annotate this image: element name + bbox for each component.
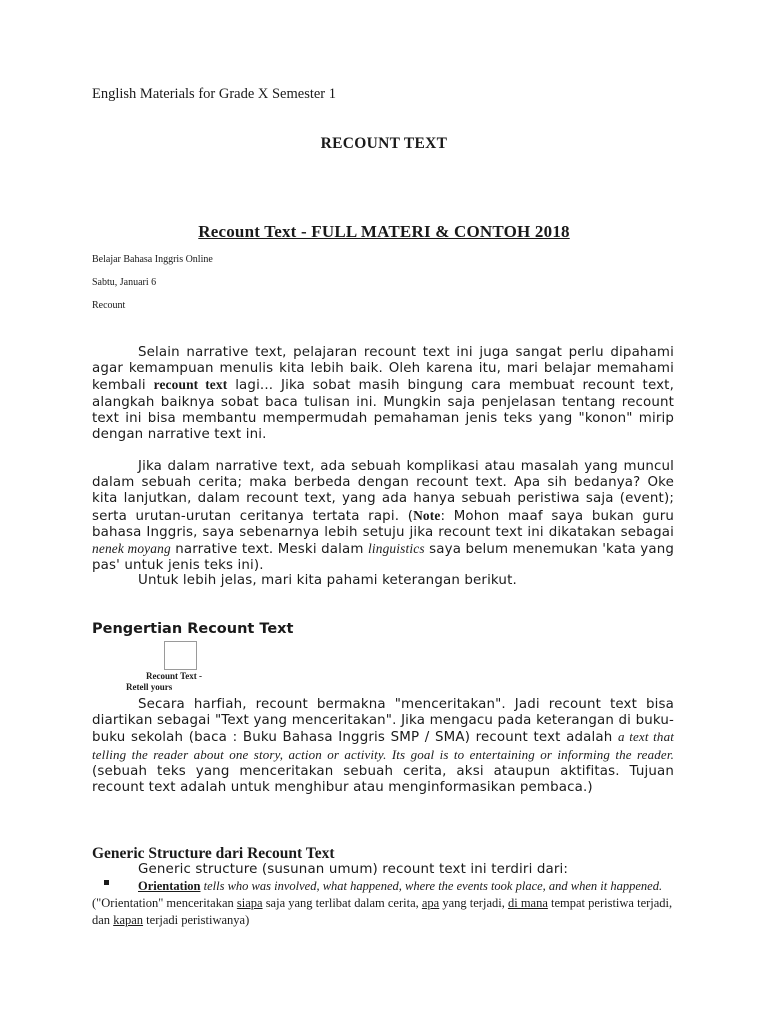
recount-text-term: recount text [153, 377, 228, 393]
transition-paragraph: Untuk lebih jelas, mari kita pahami keterangan berikut. [138, 573, 517, 588]
article-title[interactable]: Recount Text - FULL MATERI & CONTOH 2018 [198, 222, 570, 241]
article-date: Sabtu, Januari 6 [92, 277, 157, 288]
main-title: RECOUNT TEXT [320, 135, 448, 152]
image-caption: Recount Text - Retell yours [126, 671, 202, 692]
definition-quote: a text that telling the reader about one story, action or activity. Its goal is to entertaining or informing the reader. [92, 729, 674, 762]
definition-paragraph: Secara harfiah, recount bermakna "menceritakan". Jadi recount text bisa diartikan sebagai "Text yang menceritakan". Jika mengacu pada keterangan di buku-buku sekolah (baca : Buku Bahasa Inggris SMP / SMA) recount text adalah a text that telling the reader about one story, action or activity. Its goal is to entertaining or informing the reader.(sebuah teks yang menceritakan sebuah cerita, aksi ataupun aktifitas. Tujuan recount text adalah untuk menghibur atau menginformasikan pembaca.) [92, 697, 674, 796]
pengertian-heading: Pengertian Recount Text [92, 621, 294, 637]
orientation-item: Orientation tells who was involved, what happened, where the events took place, and when it happened. ("Orientation" menceritakan siapa saja yang terlibat dalam cerita, apa yang terjadi, di mana tempat peristiwa terjadi, dan kapan terjadi peristiwanya) [92, 879, 673, 927]
article-source: Belajar Bahasa Inggris Online [92, 254, 213, 265]
comparison-paragraph: Jika dalam narrative text, ada sebuah komplikasi atau masalah yang muncul dalam sebuah cerita; maka berbeda dengan recount text. Apa sih bedanya? Oke kita lanjutkan, dalam recount text, yang ada hanya sebuah peristiwa saja (event); serta urutan-urutan ceritanya tertata rapi. (Note: Mohon maaf saya bukan guru bahasa Inggris, saya sebenarnya lebih setuju jika recount text ini dikatakan sebagai nenek moyang narrative text. Meski dalam linguistics saya belum menemukan 'kata yang pas' untuk jenis teks ini). [92, 459, 674, 574]
image-placeholder [164, 641, 197, 670]
article-tag: Recount [92, 300, 126, 311]
orientation-term: Orientation [138, 879, 201, 893]
note-label: Note [413, 507, 441, 523]
generic-structure-heading: Generic Structure dari Recount Text [92, 845, 335, 862]
linguistics-term: linguistics [368, 541, 425, 557]
generic-structure-intro: Generic structure (susunan umum) recount text ini terdiri dari: [138, 862, 569, 877]
intro-paragraph: Selain narrative text, pelajaran recount text ini juga sangat perlu dipahami agar kemampuan menulis kita lebih baik. Oleh karena itu, mari belajar memahami kembali recount text lagi... Jika sobat masih bingung cara membuat recount text, alangkah baiknya sobat baca tulisan ini. Mungkin saja penjelasan tentang recount text ini bisa membantu mempermudah pemahaman jenis teks yang "konon" mirip dengan narrative text ini. [92, 345, 674, 443]
course-line: English Materials for Grade X Semester 1 [92, 86, 337, 102]
nenek-moyang-term: nenek moyang [92, 541, 171, 557]
